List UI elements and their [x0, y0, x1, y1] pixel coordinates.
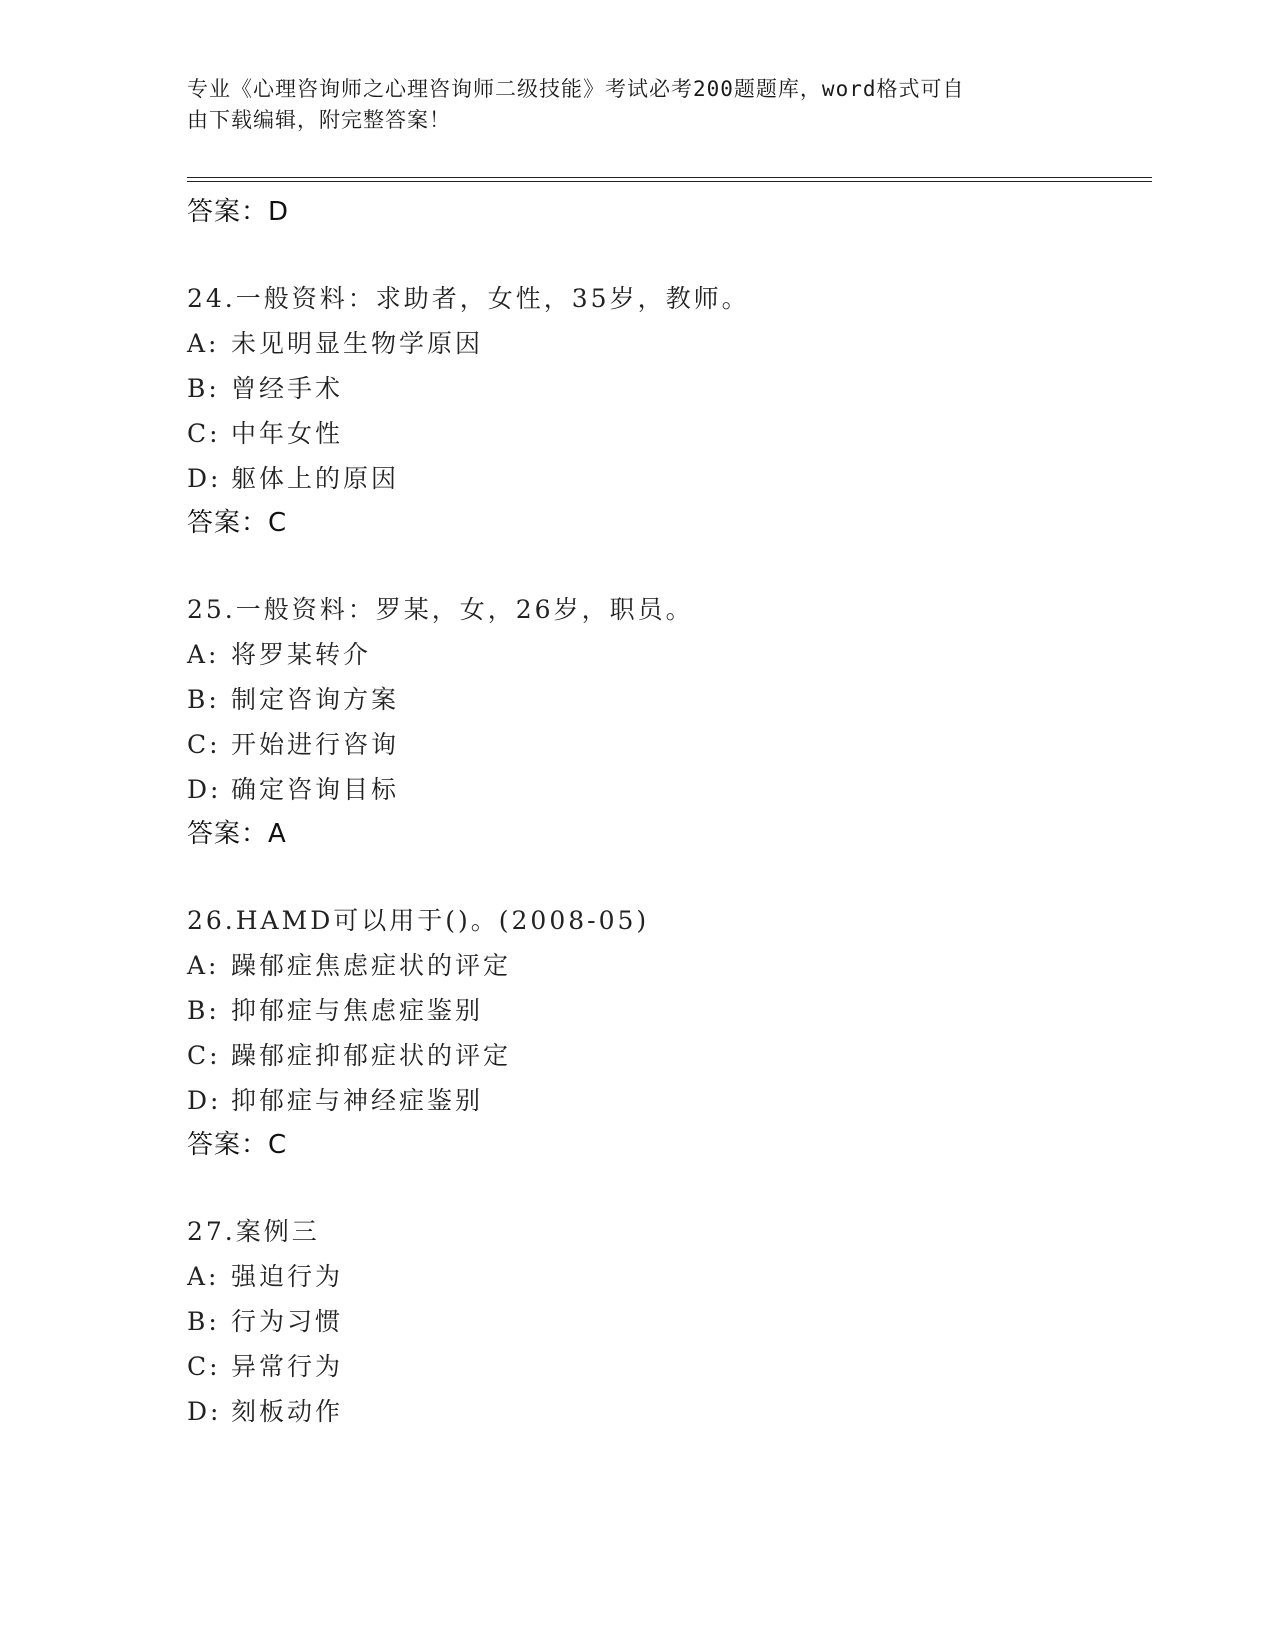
question-stem: 26.HAMD可以用于()。(2008-05)	[187, 906, 650, 935]
header-line-2: 由下载编辑，附完整答案！	[187, 108, 451, 132]
option-text: 制定咨询方案	[231, 685, 400, 714]
option-letter: A:	[187, 329, 220, 358]
option-letter: B:	[187, 1307, 220, 1336]
answer-value: C	[268, 1130, 288, 1160]
answer-value: D	[268, 197, 290, 227]
option-row	[187, 1389, 1152, 1434]
option-row	[187, 1033, 1152, 1078]
option-text: 中年女性	[231, 419, 344, 448]
option-letter: A:	[187, 1262, 220, 1291]
option-row	[187, 632, 1152, 677]
option-row	[187, 411, 1152, 456]
answer-prefix: 答案：	[187, 197, 269, 227]
option-text: 曾经手术	[231, 374, 344, 403]
option-row	[187, 1299, 1152, 1344]
answer-line	[187, 812, 1152, 856]
option-text: 行为习惯	[231, 1307, 344, 1336]
option-row	[187, 677, 1152, 722]
question-stem: 25.一般资料：罗某，女，26岁，职员。	[187, 595, 694, 624]
option-row	[187, 1078, 1152, 1123]
question-stem: 27.案例三	[187, 1217, 320, 1246]
answer-prefix: 答案：	[187, 1130, 269, 1160]
option-text: 强迫行为	[231, 1262, 344, 1291]
answer-value: C	[268, 508, 288, 538]
option-row	[187, 366, 1152, 411]
option-letter: A:	[187, 951, 220, 980]
option-text: 躁郁症抑郁症状的评定	[231, 1041, 512, 1070]
header-divider	[187, 177, 1152, 182]
answer-line	[187, 190, 1152, 234]
answer-prefix: 答案：	[187, 819, 269, 849]
option-text: 未见明显生物学原因	[231, 329, 484, 358]
question-spacer	[187, 234, 1152, 276]
option-text: 躯体上的原因	[231, 464, 400, 493]
option-text: 抑郁症与焦虑症鉴别	[231, 996, 484, 1025]
option-letter: D:	[187, 775, 222, 804]
option-text: 刻板动作	[231, 1397, 344, 1426]
option-row	[187, 943, 1152, 988]
option-text: 确定咨询目标	[231, 775, 400, 804]
answer-line	[187, 501, 1152, 545]
option-text: 异常行为	[231, 1352, 344, 1381]
answer-line	[187, 1123, 1152, 1167]
option-text: 将罗某转介	[231, 640, 372, 669]
question-stem: 24.一般资料：求助者，女性，35岁，教师。	[187, 284, 750, 313]
option-text: 躁郁症焦虑症状的评定	[231, 951, 512, 980]
option-row	[187, 1254, 1152, 1299]
page-header	[187, 74, 1067, 136]
option-text: 抑郁症与神经症鉴别	[231, 1086, 484, 1115]
option-letter: B:	[187, 374, 220, 403]
option-letter: B:	[187, 685, 220, 714]
option-row	[187, 1344, 1152, 1389]
option-letter: D:	[187, 464, 222, 493]
option-letter: D:	[187, 1397, 222, 1426]
answer-prefix: 答案：	[187, 508, 269, 538]
option-row	[187, 767, 1152, 812]
question-spacer	[187, 856, 1152, 898]
option-letter: C:	[187, 419, 221, 448]
option-text: 开始进行咨询	[231, 730, 400, 759]
option-letter: C:	[187, 730, 221, 759]
answer-value: A	[268, 819, 287, 849]
option-row	[187, 988, 1152, 1033]
question-spacer	[187, 545, 1152, 587]
option-row	[187, 321, 1152, 366]
option-letter: A:	[187, 640, 220, 669]
option-letter: B:	[187, 996, 220, 1025]
option-letter: D:	[187, 1086, 222, 1115]
option-row	[187, 722, 1152, 767]
option-letter: C:	[187, 1352, 221, 1381]
option-row	[187, 456, 1152, 501]
header-line-1: 专业《心理咨询师之心理咨询师二级技能》考试必考200题题库，word格式可自	[187, 77, 965, 101]
option-letter: C:	[187, 1041, 221, 1070]
document-body	[187, 190, 1152, 1434]
question-spacer	[187, 1167, 1152, 1209]
